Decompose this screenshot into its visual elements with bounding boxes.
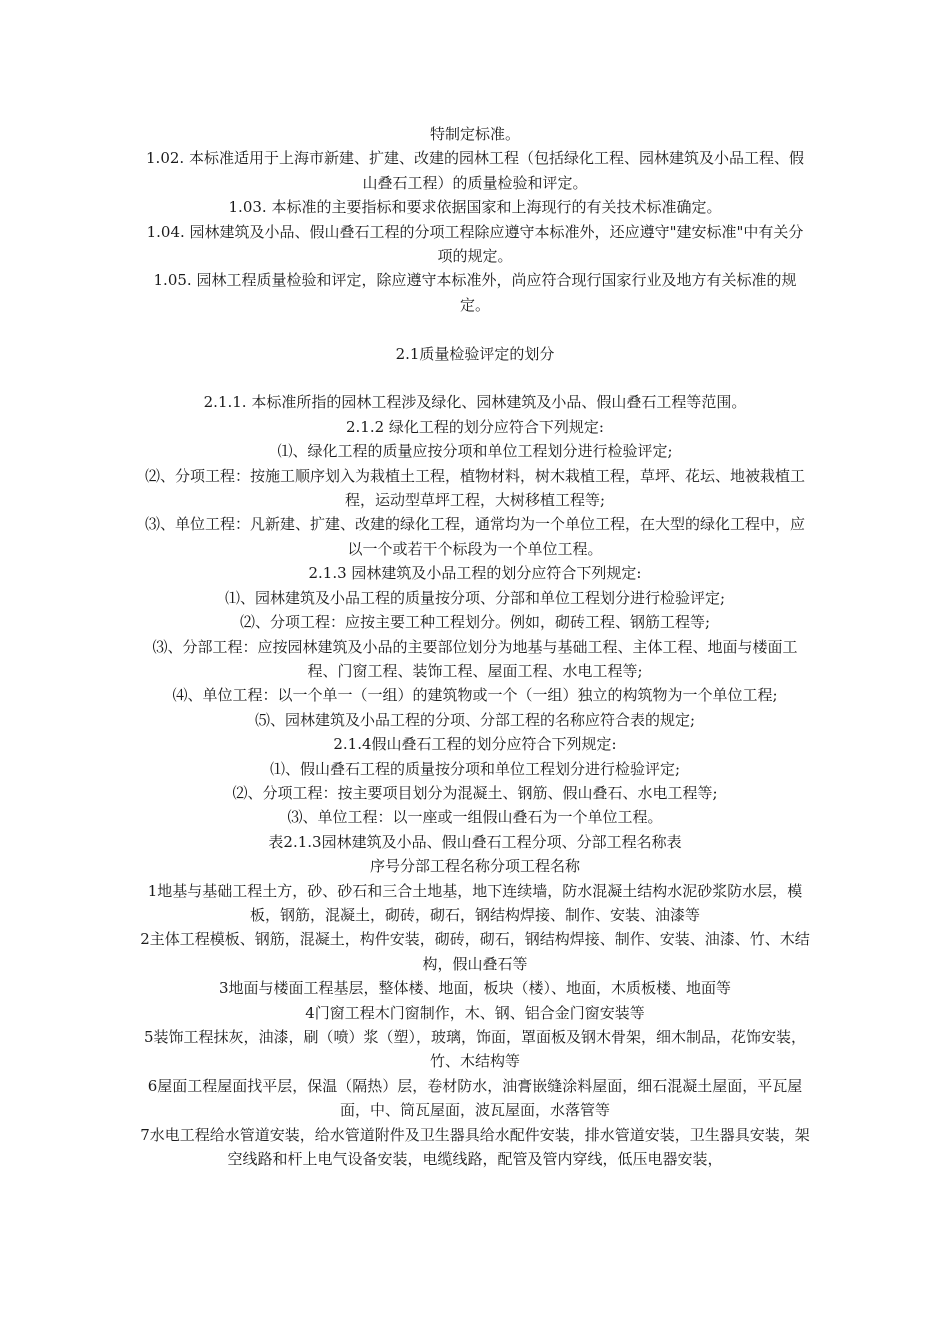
list-item: ⑸、园林建筑及小品工程的分项、分部工程的名称应符合表的规定; <box>254 710 696 729</box>
table-row: 4门窗工程木门窗制作，木、钢、铝合金门窗安装等 <box>305 1003 645 1022</box>
blank-line <box>140 366 810 390</box>
list-item: ⑷、单位工程：以一个单一（一组）的建筑物或一个（一组）独立的构筑物为一个单位工程; <box>172 686 778 705</box>
table-header: 序号分部工程名称分项工程名称 <box>369 857 580 876</box>
document-body <box>140 122 810 1171</box>
table-row: 3地面与楼面工程基层，整体楼、地面，板块（楼）、地面，木质板楼、地面等 <box>218 979 732 998</box>
clause-1-05: 1.05. 园林工程质量检验和评定，除应遵守本标准外，尚应符合现行国家行业及地方有关标准的规定。 <box>153 271 797 314</box>
blank-line <box>140 317 810 341</box>
list-item: ⑴、园林建筑及小品工程的质量按分项、分部和单位工程划分进行检验评定; <box>224 588 726 607</box>
table-title: 表2.1.3园林建筑及小品、假山叠石工程分项、分部工程名称表 <box>268 832 682 851</box>
table-row: 6屋面工程屋面找平层，保温（隔热）层，卷材防水，油膏嵌缝涂料屋面，细石混凝土屋面，平瓦屋面，中、筒瓦屋面，波瓦屋面，水落管等 <box>147 1076 803 1120</box>
list-item: ⑶、单位工程：以一座或一组假山叠石为一个单位工程。 <box>287 808 663 827</box>
section-heading-2-1: 2.1质量检验评定的划分 <box>395 344 555 363</box>
list-item: ⑶、分部工程：应按园林建筑及小品的主要部位划分为地基与基础工程、主体工程、地面与楼面工程、门窗工程、装饰工程、屋面工程、水电工程等; <box>152 637 798 680</box>
clause-1-03: 1.03. 本标准的主要指标和要求依据国家和上海现行的有关技术标准确定。 <box>228 198 722 217</box>
table-row: 5装饰工程抹灰，油漆，刷（喷）浆（塑），玻璃，饰面，罩面板及钢木骨架，细木制品，花饰安装，竹、木结构等 <box>143 1028 807 1071</box>
list-item: ⑶、单位工程：凡新建、扩建、改建的绿化工程，通常均为一个单位工程，在大型的绿化工程中，应以一个或若干个标段为一个单位工程。 <box>144 515 805 558</box>
list-item: ⑵、分项工程：应按主要工种工程划分。例如，砌砖工程、钢筋工程等; <box>239 613 711 632</box>
list-item: ⑵、分项工程：按施工顺序划入为栽植土工程，植物材料，树木栽植工程，草坪、花坛、地被栽植工程，运动型草坪工程，大树移植工程等; <box>144 466 805 510</box>
clause-1-04: 1.04. 园林建筑及小品、假山叠石工程的分项工程除应遵守本标准外，还应遵守"建安标准"中有关分项的规定。 <box>146 222 804 266</box>
table-row: 1地基与基础工程土方，砂、砂石和三合土地基，地下连续墙，防水混凝土结构水泥砂浆防水层，模板，钢筋，混凝土，砌砖，砌石，钢结构焊接、制作、安装、油漆等 <box>147 881 803 924</box>
list-item: ⑴、绿化工程的质量应按分项和单位工程划分进行检验评定; <box>277 442 673 461</box>
list-item: ⑴、假山叠石工程的质量按分项和单位工程划分进行检验评定; <box>269 759 681 778</box>
list-item: ⑵、分项工程：按主要项目划分为混凝土、钢筋、假山叠石、水电工程等; <box>232 783 718 802</box>
clause-2-1-4: 2.1.4假山叠石工程的划分应符合下列规定: <box>333 735 617 754</box>
clause-1-02: 1.02. 本标准适用于上海市新建、扩建、改建的园林工程（包括绿化工程、园林建筑及小品工程、假山叠石工程）的质量检验和评定。 <box>146 149 804 192</box>
table-row: 2主体工程模板、钢筋，混凝土，构件安装，砌砖，砌石，钢结构焊接、制作、安装、油漆、竹、木结构，假山叠石等 <box>140 930 810 973</box>
clause-2-1-1: 2.1.1. 本标准所指的园林工程涉及绿化、园林建筑及小品、假山叠石工程等范围。 <box>203 393 747 412</box>
clause-2-1-3: 2.1.3 园林建筑及小品工程的划分应符合下列规定: <box>308 564 642 583</box>
table-row: 7水电工程给水管道安装，给水管道附件及卫生器具给水配件安装，排水管道安装，卫生器具安装，架空线路和杆上电气设备安装，电缆线路，配管及管内穿线，低压电器安装， <box>140 1125 810 1169</box>
clause-2-1-2: 2.1.2 绿化工程的划分应符合下列规定: <box>346 417 604 436</box>
paragraph-continuation: 特制定标准。 <box>429 125 520 143</box>
